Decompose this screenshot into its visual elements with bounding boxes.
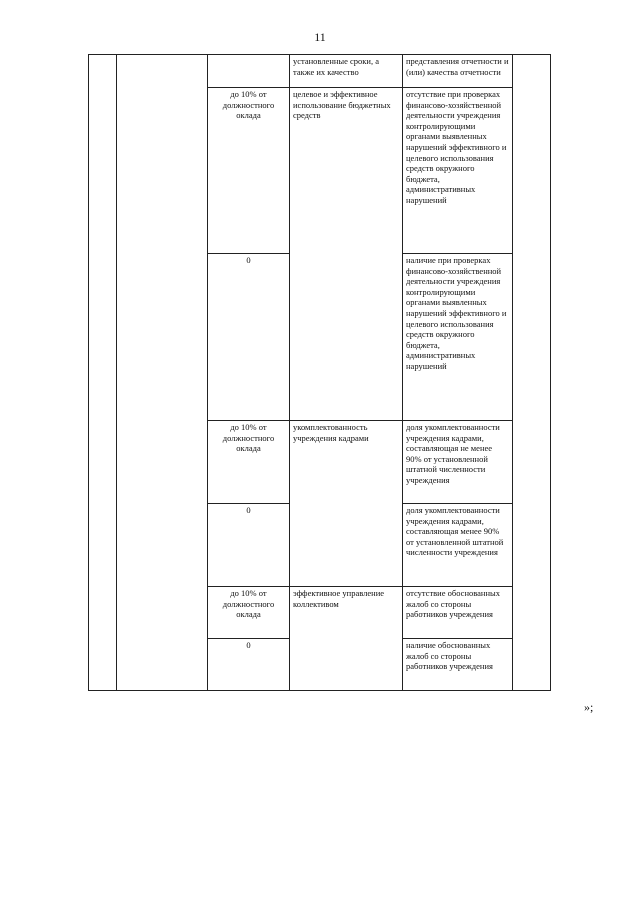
payment-cell: до 10% от должностного оклада bbox=[208, 421, 290, 504]
criterion-cell: доля укомплектованности учреждения кадрами, составляющая не менее 90% от установленной штатной численности учреждения bbox=[403, 421, 513, 504]
payment-cell: до 10% от должностного оклада bbox=[208, 587, 290, 639]
indicator-cell: укомплектованность учреждения кадрами bbox=[290, 421, 403, 587]
empty-cell-col2 bbox=[117, 55, 208, 691]
criteria-table bbox=[88, 54, 551, 691]
criterion-cell: наличие при проверках финансово-хозяйственной деятельности учреждения контролирующими органами выявленных нарушений эффективного и целевого использования средств окружного бюджета, административных нарушений bbox=[403, 254, 513, 421]
indicator-cell: целевое и эффективное использование бюджетных средств bbox=[290, 88, 403, 421]
payment-cell: до 10% от должностного оклада bbox=[208, 88, 290, 254]
criterion-cell: отсутствие при проверках финансово-хозяйственной деятельности учреждения контролирующими органами выявленных нарушений эффективного и целевого использования средств окружного бюджета, административных нарушений bbox=[403, 88, 513, 254]
criterion-cell: доля укомплектованности учреждения кадрами, составляющая менее 90% от установленной штатной численности учреждения bbox=[403, 504, 513, 587]
criterion-cell: отсутствие обоснованных жалоб со стороны работников учреждения bbox=[403, 587, 513, 639]
criterion-cell: представления отчетности и (или) качества отчетности bbox=[403, 55, 513, 88]
page-number: 11 bbox=[314, 30, 326, 44]
empty-cell-col1 bbox=[89, 55, 117, 691]
closing-quote-mark: »; bbox=[584, 700, 594, 714]
empty-cell-col6 bbox=[513, 55, 551, 691]
table-row bbox=[89, 55, 551, 88]
payment-cell: 0 bbox=[208, 504, 290, 587]
payment-cell bbox=[208, 55, 290, 88]
criterion-cell: наличие обоснованных жалоб со стороны работников учреждения bbox=[403, 639, 513, 691]
indicator-cell: установленные сроки, а также их качество bbox=[290, 55, 403, 88]
payment-cell: 0 bbox=[208, 254, 290, 421]
indicator-cell: эффективное управление коллективом bbox=[290, 587, 403, 691]
payment-cell: 0 bbox=[208, 639, 290, 691]
